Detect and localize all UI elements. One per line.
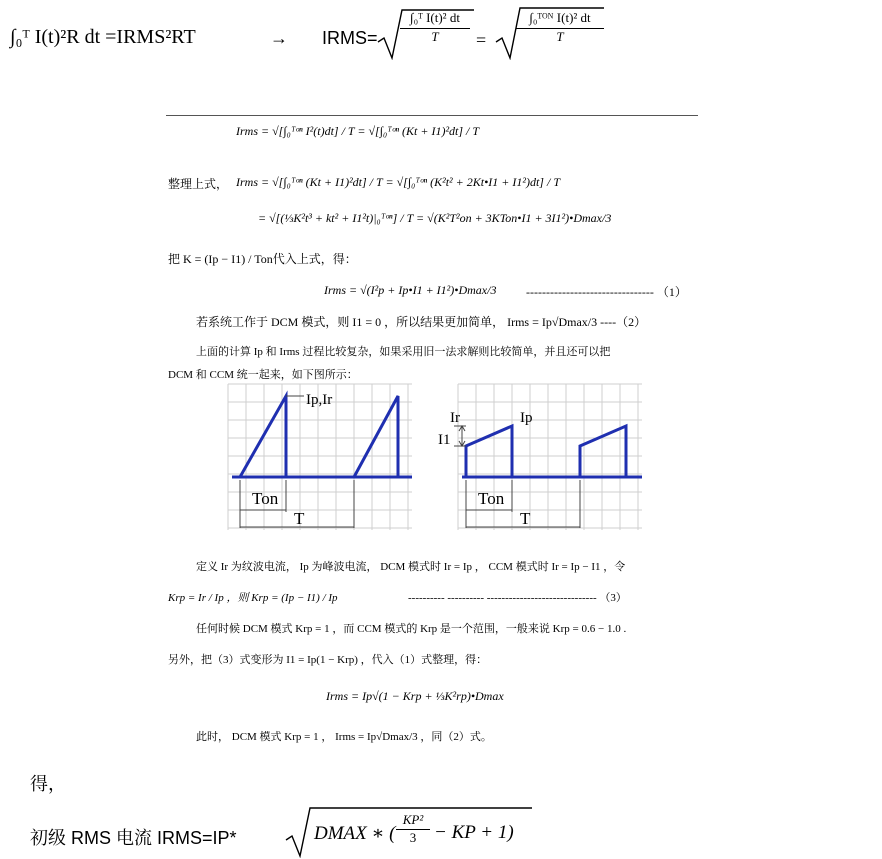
eq-sign: = <box>476 30 487 50</box>
top-formula-lhs-text: ∫₀ᵀ I(t)²R dt =IRMS²RT <box>10 26 196 48</box>
para2-line1: 定义 Ir 为纹波电流， Ip 为峰波电流， DCM 模式时 Ir = Ip ， CCM 模式时 Ir = Ip − I1 ，令 <box>196 561 626 573</box>
final-text: 此时， DCM 模式 Krp = 1 ， Irms = Ip√Dmax/3 ，同（2）式。 <box>196 731 492 743</box>
frac1-numerator: ∫₀ᵀ I(t)² dt <box>410 10 460 25</box>
top-frac1 <box>400 10 470 45</box>
para1-line2: DCM 和 CCM 统一起来，如下图所示： <box>168 369 358 381</box>
ccm-ton-label: Ton <box>478 489 505 508</box>
eq4-tag: -------------------------------- （1） <box>526 285 687 299</box>
grid-right <box>458 384 642 530</box>
arrow-text: → <box>270 28 288 48</box>
top-eq <box>476 30 486 51</box>
ccm-ir-label: Ir <box>450 410 460 426</box>
primary-irms-label: 初级 RMS 电流 IRMS=IP* <box>30 828 237 848</box>
bottom-sqrt-tail: − KP + 1) <box>434 822 514 843</box>
eq5: Irms = Ip√(1 − Krp + ⅓K²rp)•Dmax <box>326 689 504 703</box>
bottom-frac <box>396 812 430 846</box>
bottom-frac-den: 3 <box>409 830 417 845</box>
section-divider <box>166 115 698 116</box>
eq2: Irms = √[∫₀ᵀᵒⁿ (Kt + I1)²dt] / T = √[∫₀ᵀᵒⁿ (K²t² + 2Kt•I1 + I1²)dt] / T <box>236 175 560 189</box>
dcm-text: 若系统工作于 DCM 模式，则 I1 = 0 ，所以结果更加简单， Irms = Ip√Dmax/3 ----（2） <box>196 315 647 329</box>
top-formula-arrow <box>270 28 288 49</box>
simplify-label: 整理上式， <box>168 177 229 191</box>
dcm-peak-label: Ip,Ir <box>306 392 333 408</box>
para2-tag: ---------- ---------- ------------------------------ （3） <box>408 592 627 604</box>
frac1-denominator: T <box>431 29 439 44</box>
ccm-ip-label: Ip <box>520 410 533 426</box>
dcm-t-label: T <box>294 509 305 528</box>
de-text: 得， <box>30 774 66 794</box>
dcm-ton-label: Ton <box>252 489 279 508</box>
frac2-numerator: ∫₀ᵀᴼᴺ I(t)² dt <box>529 10 591 25</box>
waveform-figure <box>226 382 644 532</box>
irms-label: IRMS= <box>322 28 378 48</box>
eq1: Irms = √[∫₀ᵀᵒⁿ I²(t)dt] / T = √[∫₀ᵀᵒⁿ (Kt + I1)²dt] / T <box>236 124 480 138</box>
bottom-frac-num: KP² <box>402 812 424 827</box>
ccm-i1-label: I1 <box>438 432 451 448</box>
para3-line1: 任何时候 DCM 模式 Krp = 1 ，而 CCM 模式的 Krp 是一个范围，一般来说 Krp = 0.6 − 1.0 . <box>196 623 627 635</box>
top-formula-irms <box>322 28 378 49</box>
para2-line2: Krp = Ir / Ip ，则 Krp = (Ip − I1) / Ip <box>168 592 338 604</box>
para3-line2: 另外，把（3）式变形为 I1 = Ip(1 − Krp) ，代入（1）式整理，得： <box>168 654 488 666</box>
frac2-denominator: T <box>556 29 564 44</box>
ccm-waveform <box>462 426 642 477</box>
top-frac2 <box>516 10 604 45</box>
substitute-text: 把 K = (Ip − I1) / Ton代入上式，得： <box>168 252 357 266</box>
para1-line1: 上面的计算 Ip 和 Irms 过程比较复杂，如果采用旧一法求解则比较简单，并且还可以把 <box>196 346 611 358</box>
bottom-sqrt-dmax: DMAX ∗ ( <box>314 823 396 844</box>
eq4: Irms = √(I²p + Ip•I1 + I1²)•Dmax/3 <box>324 283 497 297</box>
eq3: = √[(⅓K²t³ + kt² + I1²t)|₀ᵀᵒⁿ] / T = √(K²T²on + 3KTon•I1 + 3I1²)•Dmax/3 <box>258 211 612 225</box>
top-formula-lhs <box>10 26 196 49</box>
dcm-waveform <box>232 396 412 477</box>
ccm-t-label: T <box>520 509 531 528</box>
